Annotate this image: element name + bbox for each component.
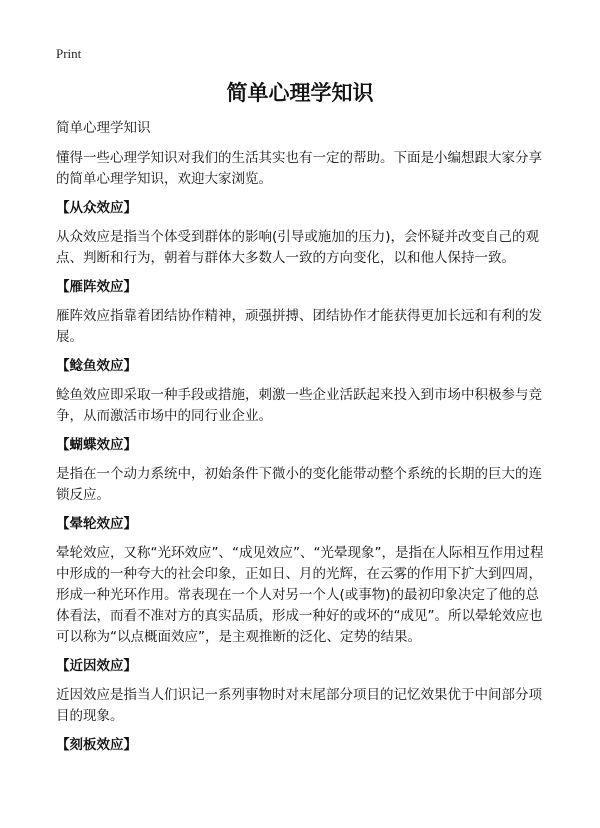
section-heading: 【晕轮效应】 [56,516,137,532]
section-heading: 【鲶鱼效应】 [56,358,137,374]
section-conformity-effect [56,198,552,269]
section-body: 从众效应是指当个体受到群体的影响(引导或施加的压力)，会怀疑并改变自己的观点、判断和行为，朝着与群体大多数人一致的方向变化，以和他人保持一致。 [56,229,540,266]
section-butterfly-effect [56,435,552,506]
article-subtitle: 简单心理学知识 [56,120,151,136]
section-halo-effect [56,514,552,648]
section-body: 雁阵效应指靠着团结协作精神，顽强拼搏、团结协作才能获得更加长远和有利的发展。 [56,308,542,345]
article-content [56,118,552,764]
section-body: 晕轮效应，又称“光环效应”、“成见效应”、“光晕现象”，是指在人际相互作用过程中形成的一种夸大的社会印象，正如日、月的光辉，在云雾的作用下扩大到四周，形成一种光环作用。常表现在一个人对另一个人(或事物)的最初印象决定了他的总体看法，而看不准对方的真实品质，形成一种好的或坏的“成见”。所以晕轮效应也可以称为“以点概面效应”，是主观推断的泛化、定势的结果。 [56,545,544,645]
section-catfish-effect [56,356,552,427]
section-recency-effect [56,656,552,727]
section-heading: 【刻板效应】 [56,737,137,753]
section-heading: 【雁阵效应】 [56,279,137,295]
section-heading: 【近因效应】 [56,658,137,674]
section-heading: 【蝴蝶效应】 [56,437,137,453]
section-stereotype-effect [56,735,552,756]
print-link[interactable]: Print [56,46,82,61]
page-title: 简单心理学知识 [226,81,374,105]
intro-paragraph: 懂得一些心理学知识对我们的生活其实也有一定的帮助。下面是小编想跟大家分享的简单心理学知识，欢迎大家浏览。 [56,150,542,187]
section-geese-formation-effect [56,277,552,348]
section-body: 鲶鱼效应即采取一种手段或措施，刺激一些企业活跃起来投入到市场中积极参与竞争，从而激活市场中的同行业企业。 [56,387,542,424]
section-heading: 【从众效应】 [56,200,137,216]
section-body: 近因效应是指当人们识记一系列事物时对末尾部分项目的记忆效果优于中间部分项目的现象。 [56,687,542,724]
section-body: 是指在一个动力系统中，初始条件下微小的变化能带动整个系统的长期的巨大的连锁反应。 [56,466,542,503]
